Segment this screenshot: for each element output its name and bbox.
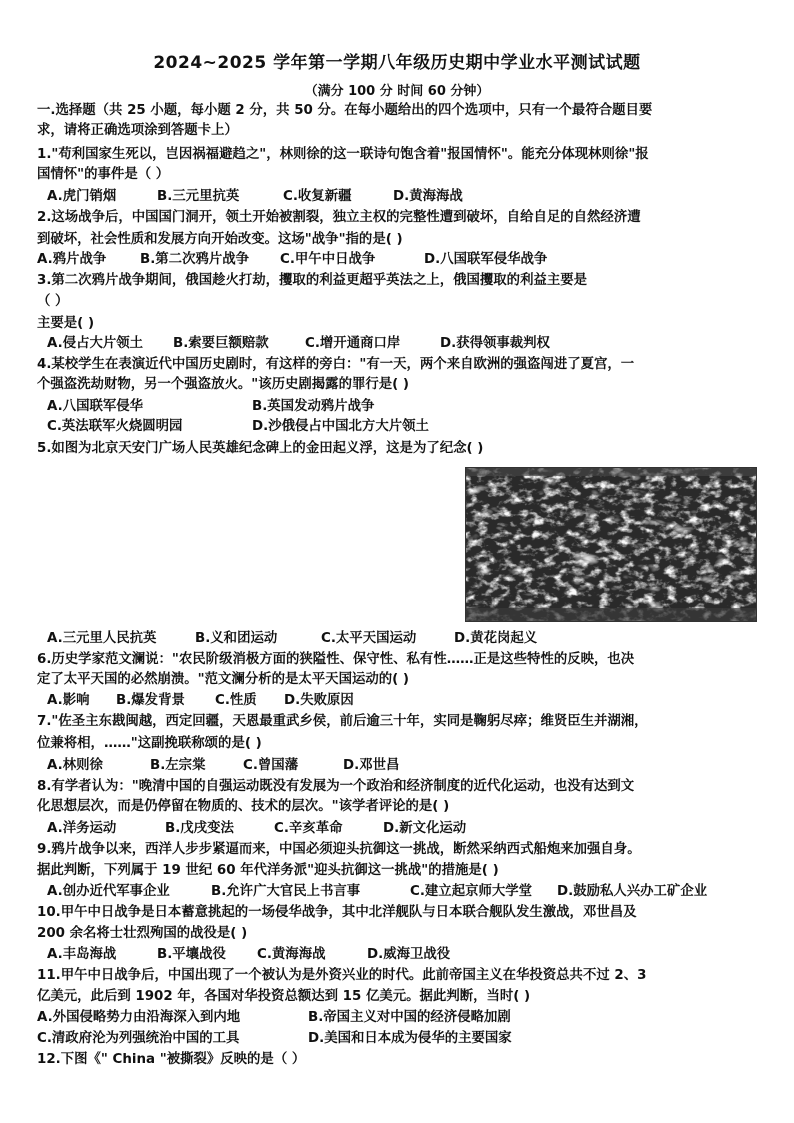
option-c[interactable]: C.辛亥革命 [274, 821, 343, 836]
option-d[interactable]: D.失败原因 [284, 693, 354, 708]
question-5-options [47, 629, 767, 649]
question-8-options [47, 819, 767, 839]
option-a[interactable]: A.洋务运动 [47, 821, 117, 836]
option-b[interactable]: B.索要巨额赔款 [173, 336, 269, 351]
option-c[interactable]: C.建立起京师大学堂 [410, 884, 533, 899]
option-a[interactable]: A.侵占大片领土 [47, 336, 144, 351]
question-7-options [47, 756, 767, 776]
question-6-stem-cont: 定了太平天国的必然崩溃。"范文澜分析的是太平天国运动的( ) [37, 672, 410, 687]
option-a[interactable]: A.外国侵略势力由沿海深入到内地 [37, 1010, 241, 1025]
option-c[interactable]: C.太平天国运动 [321, 631, 417, 646]
option-a[interactable]: A.鸦片战争 [37, 252, 107, 267]
question-7-stem-cont: 位兼将相，……"这副挽联称颂的是( ) [37, 736, 262, 751]
option-d[interactable]: D.威海卫战役 [367, 947, 451, 962]
option-a[interactable]: A.丰岛海战 [47, 947, 117, 962]
option-b[interactable]: B.英国发动鸦片战争 [252, 399, 375, 414]
section-heading: 一.选择题（共 25 小题，每小题 2 分，共 50 分。在每小题给出的四个选项中，只有一个最符合题目要 [37, 103, 653, 118]
option-b[interactable]: B.戊戌变法 [165, 821, 234, 836]
question-4-stem: 4.某校学生在表演近代中国历史剧时，有这样的旁白："有一天，两个来自欧洲的强盗闯进了夏宫，一 [37, 357, 635, 372]
question-11-stem-cont: 亿美元，此后到 1902 年，各国对华投资总额达到 15 亿美元。据此判断，当时( ) [37, 989, 531, 1004]
question-10-stem: 10.甲午中日战争是日本蓄意挑起的一场侵华战争，其中北洋舰队与日本联合舰队发生激战，邓世昌及 [37, 905, 637, 920]
option-d[interactable]: D.邓世昌 [343, 758, 400, 773]
question-1-options [47, 187, 767, 207]
question-2-options [37, 250, 757, 270]
option-a[interactable]: A.林则徐 [47, 758, 103, 773]
question-4-options-row1 [47, 397, 767, 417]
option-a[interactable]: A.八国联军侵华 [47, 399, 144, 414]
option-b[interactable]: B.三元里抗英 [157, 189, 240, 204]
option-b[interactable]: B.爆发背景 [116, 693, 185, 708]
option-a[interactable]: A.虎门销烟 [47, 189, 117, 204]
question-11-options-row2 [37, 1029, 757, 1049]
option-b[interactable]: B.左宗棠 [150, 758, 206, 773]
option-c[interactable]: C.曾国藩 [243, 758, 299, 773]
question-6-stem: 6.历史学家范文澜说："农民阶级消极方面的狭隘性、保守性、私有性……正是这些特性的反映，也决 [37, 652, 635, 667]
question-9-stem-cont: 据此判断，下列属于 19 世纪 60 年代洋务派"迎头抗御这一挑战"的措施是( ) [37, 863, 499, 878]
option-a[interactable]: A.创办近代军事企业 [47, 884, 170, 899]
question-9-stem: 9.鸦片战争以来，西洋人步步紧逼而来，中国必须迎头抗御这一挑战，断然采纳西式船炮来加强自身。 [37, 842, 641, 857]
option-d[interactable]: D.鼓励私人兴办工矿企业 [557, 884, 708, 899]
question-10-options [47, 945, 767, 965]
question-2-stem-cont: 到破坏，社会性质和发展方向开始改变。这场"战争"指的是( ) [37, 232, 403, 247]
option-c[interactable]: C.黄海海战 [257, 947, 326, 962]
exam-title: 2024~2025 学年第一学期八年级历史期中学业水平测试试题 [153, 53, 641, 73]
option-c[interactable]: C.增开通商口岸 [305, 336, 401, 351]
option-b[interactable]: B.允许广大官民上书言事 [211, 884, 361, 899]
option-d[interactable]: D.新文化运动 [383, 821, 467, 836]
question-11-stem: 11.甲午中日战争后，中国出现了一个被认为是外资兴业的时代。此前帝国主义在华投资总共不过 2、3 [37, 968, 647, 983]
option-c[interactable]: C.英法联军火烧圆明园 [47, 419, 183, 434]
question-9-options [47, 882, 767, 902]
exam-subtitle: （满分 100 分 时间 60 分钟） [304, 84, 490, 99]
option-b[interactable]: B.平壤战役 [157, 947, 226, 962]
option-b[interactable]: B.第二次鸦片战争 [140, 252, 250, 267]
question-5-stem: 5.如图为北京天安门广场人民英雄纪念碑上的金田起义浮，这是为了纪念( ) [37, 441, 484, 456]
option-c[interactable]: C.收复新疆 [283, 189, 352, 204]
question-4-options-row2 [47, 417, 767, 437]
question-8-stem-cont: 化思想层次，而是仍停留在物质的、技术的层次。"该学者评论的是( ) [37, 799, 450, 814]
question-4-stem-cont: 个强盗洗劫财物，另一个强盗放火。"该历史剧揭露的罪行是( ) [37, 377, 410, 392]
question-1-stem-cont: 国情怀"的事件是（ ） [37, 167, 170, 182]
option-b[interactable]: B.义和团运动 [195, 631, 278, 646]
question-3-stem-cont2: 主要是( ) [37, 316, 95, 331]
option-d[interactable]: D.美国和日本成为侵华的主要国家 [308, 1031, 512, 1046]
question-11-options-row1 [37, 1008, 757, 1028]
question-2-stem: 2.这场战争后，中国国门洞开，领土开始被割裂，独立主权的完整性遭到破坏，自给自足的自然经济遭 [37, 210, 641, 225]
option-c[interactable]: C.性质 [215, 693, 257, 708]
question-8-stem: 8.有学者认为："晚清中国的自强运动既没有发展为一个政治和经济制度的近代化运动，也没有达到文 [37, 779, 635, 794]
question-1-stem: 1."苟利国家生死以，岂因祸福避趋之"，林则徐的这一联诗句饱含着"报国情怀"。能充分体现林则徐"报 [37, 147, 649, 162]
option-d[interactable]: D.黄花岗起义 [454, 631, 538, 646]
option-a[interactable]: A.影响 [47, 693, 90, 708]
jintian-uprising-relief-image [465, 467, 757, 622]
question-3-options [47, 334, 767, 354]
option-d[interactable]: D.黄海海战 [393, 189, 463, 204]
option-a[interactable]: A.三元里人民抗英 [47, 631, 157, 646]
question-7-stem: 7."佐圣主东戡闽越，西定回疆，天恩最重武乡侯，前后逾三十年，实同是鞠躬尽瘁；维贤臣生并湖湘， [37, 714, 648, 729]
option-c[interactable]: C.甲午中日战争 [280, 252, 376, 267]
question-6-options [47, 691, 767, 711]
question-10-stem-cont: 200 余名将士壮烈殉国的战役是( ) [37, 926, 248, 941]
option-d[interactable]: D.八国联军侵华战争 [424, 252, 548, 267]
option-b[interactable]: B.帝国主义对中国的经济侵略加剧 [308, 1010, 511, 1025]
option-c[interactable]: C.清政府沦为列强统治中国的工具 [37, 1031, 240, 1046]
option-d[interactable]: D.沙俄侵占中国北方大片领土 [252, 419, 429, 434]
option-d[interactable]: D.获得领事裁判权 [440, 336, 550, 351]
section-heading-cont: 求，请将正确选项涂到答题卡上） [37, 123, 238, 138]
question-12-stem: 12.下图《" China "被撕裂》反映的是（ ） [37, 1052, 306, 1067]
relief-photo-icon [466, 468, 756, 621]
question-3-stem-cont: （ ） [37, 294, 69, 309]
question-3-stem: 3.第二次鸦片战争期间，俄国趁火打劫，攫取的利益更超乎英法之上，俄国攫取的利益主要是 [37, 273, 588, 288]
